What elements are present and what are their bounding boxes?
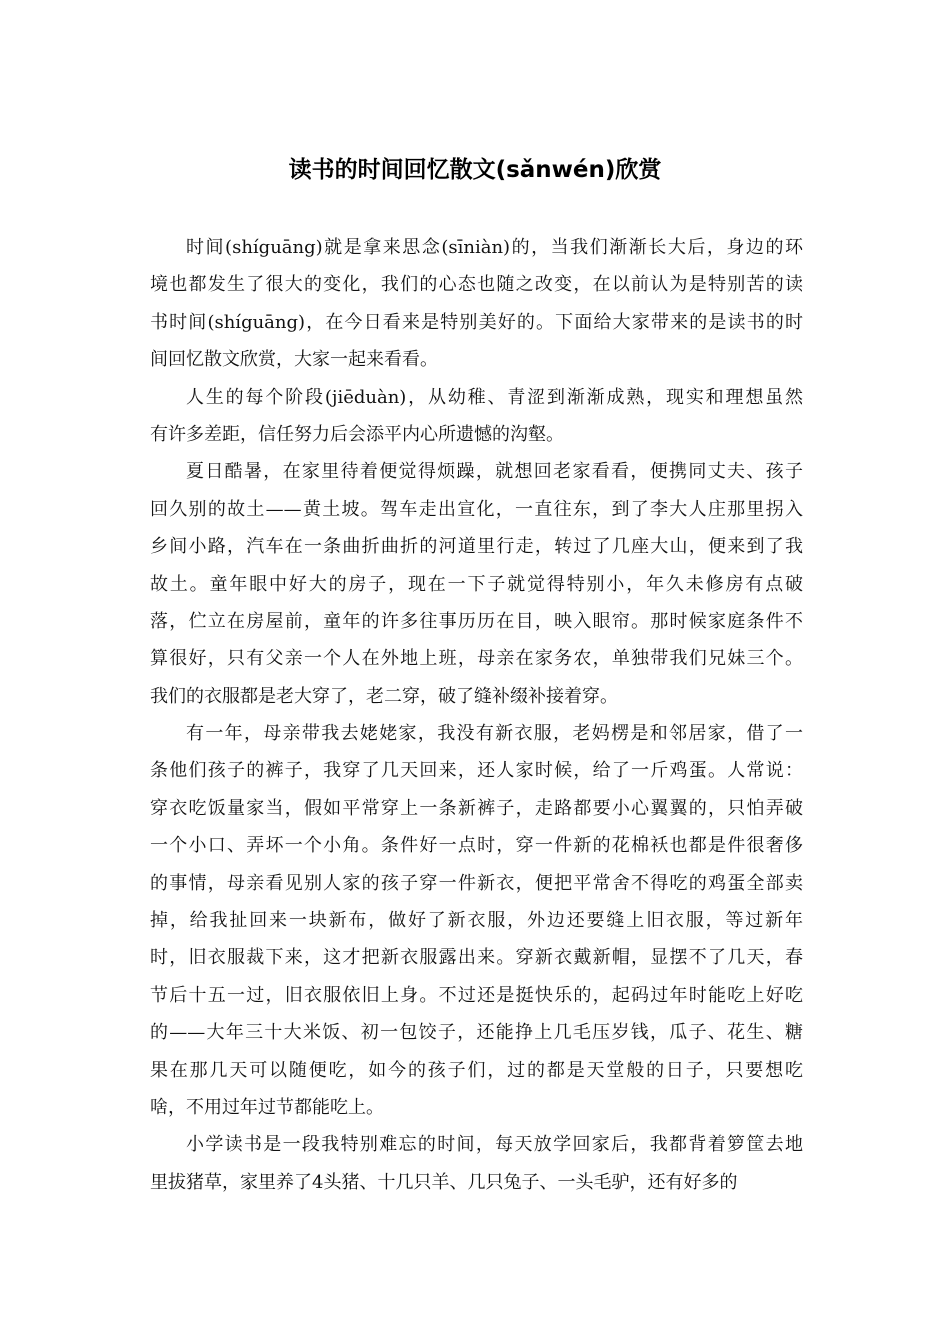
document-body [150, 229, 803, 1201]
paragraph-line: 穿衣吃饭量家当，假如平常穿上一条新裤子，走路都要小心翼翼的，只怕弄破 [150, 797, 803, 819]
paragraph-line: 间回忆散文欣赏，大家一起来看看。 [150, 349, 438, 371]
paragraph-line: 的事情，母亲看见别人家的孩子穿一件新衣，便把平常舍不得吃的鸡蛋全部卖 [150, 872, 803, 894]
paragraph-line: 啥，不用过年过节都能吃上。 [150, 1096, 384, 1118]
paragraph [150, 379, 803, 454]
paragraph-line: 人生的每个阶段(jiēduàn)，从幼稚、青涩到渐渐成熟，现实和理想虽然 [186, 386, 803, 408]
paragraph-line: 有一年，母亲带我去姥姥家，我没有新衣服，老妈楞是和邻居家，借了一 [186, 723, 803, 745]
paragraph [150, 453, 803, 715]
paragraph-line: 一个小口、弄坏一个小角。条件好一点时，穿一件新的花棉袄也都是件很奢侈 [150, 835, 803, 857]
paragraph-line: 果在那几天可以随便吃，如今的孩子们，过的都是天堂般的日子，只要想吃 [150, 1059, 803, 1081]
document-title: 读书的时间回忆散文(sǎnwén)欣赏 [288, 157, 662, 183]
paragraph-line: 时，旧衣服裁下来，这才把新衣服露出来。穿新衣戴新帽，显摆不了几天，春 [150, 947, 803, 969]
paragraph-line: 小学读书是一段我特别难忘的时间，每天放学回家后，我都背着箩筐去地 [186, 1134, 803, 1156]
paragraph-line: 节后十五一过，旧衣服依旧上身。不过还是挺快乐的，起码过年时能吃上好吃 [150, 984, 803, 1006]
paragraph-line: 算很好，只有父亲一个人在外地上班，母亲在家务农，单独带我们兄妹三个。 [150, 648, 803, 670]
paragraph-line: 落，伫立在房屋前，童年的许多往事历历在目，映入眼帘。那时候家庭条件不 [150, 610, 803, 632]
paragraph [150, 229, 803, 379]
paragraph-line: 有许多差距，信任努力后会添平内心所遗憾的沟壑。 [150, 423, 564, 445]
paragraph-line: 境也都发生了很大的变化，我们的心态也随之改变，在以前认为是特别苦的读 [150, 274, 803, 296]
paragraph [150, 715, 803, 1126]
paragraph-line: 的——大年三十大米饭、初一包饺子，还能挣上几毛压岁钱，瓜子、花生、糖 [150, 1022, 803, 1044]
paragraph-line: 故土。童年眼中好大的房子，现在一下子就觉得特别小，年久未修房有点破 [150, 573, 803, 595]
paragraph-line: 条他们孩子的裤子，我穿了几天回来，还人家时候，给了一斤鸡蛋。人常说： [150, 760, 803, 782]
paragraph-line: 掉，给我扯回来一块新布，做好了新衣服，外边还要缝上旧衣服，等过新年 [150, 910, 803, 932]
paragraph-line: 乡间小路，汽车在一条曲折曲折的河道里行走，转过了几座大山，便来到了我 [150, 536, 803, 558]
paragraph-line: 里拔猪草，家里养了4头猪、十几只羊、几只兔子、一头毛驴，还有好多的 [150, 1171, 738, 1193]
paragraph-line: 书时间(shíguāng)，在今日看来是特别美好的。下面给大家带来的是读书的时 [150, 311, 803, 333]
paragraph-line: 夏日酷暑，在家里待着便觉得烦躁，就想回老家看看，便携同丈夫、孩子 [186, 461, 803, 483]
paragraph-line: 我们的衣服都是老大穿了，老二穿，破了缝补缀补接着穿。 [150, 685, 618, 707]
paragraph [150, 1126, 803, 1201]
paragraph-line: 回久别的故土——黄土坡。驾车走出宣化，一直往东，到了李大人庄那里拐入 [150, 498, 803, 520]
paragraph-line: 时间(shíguāng)就是拿来思念(sīniàn)的，当我们渐渐长大后，身边的环 [186, 237, 803, 258]
